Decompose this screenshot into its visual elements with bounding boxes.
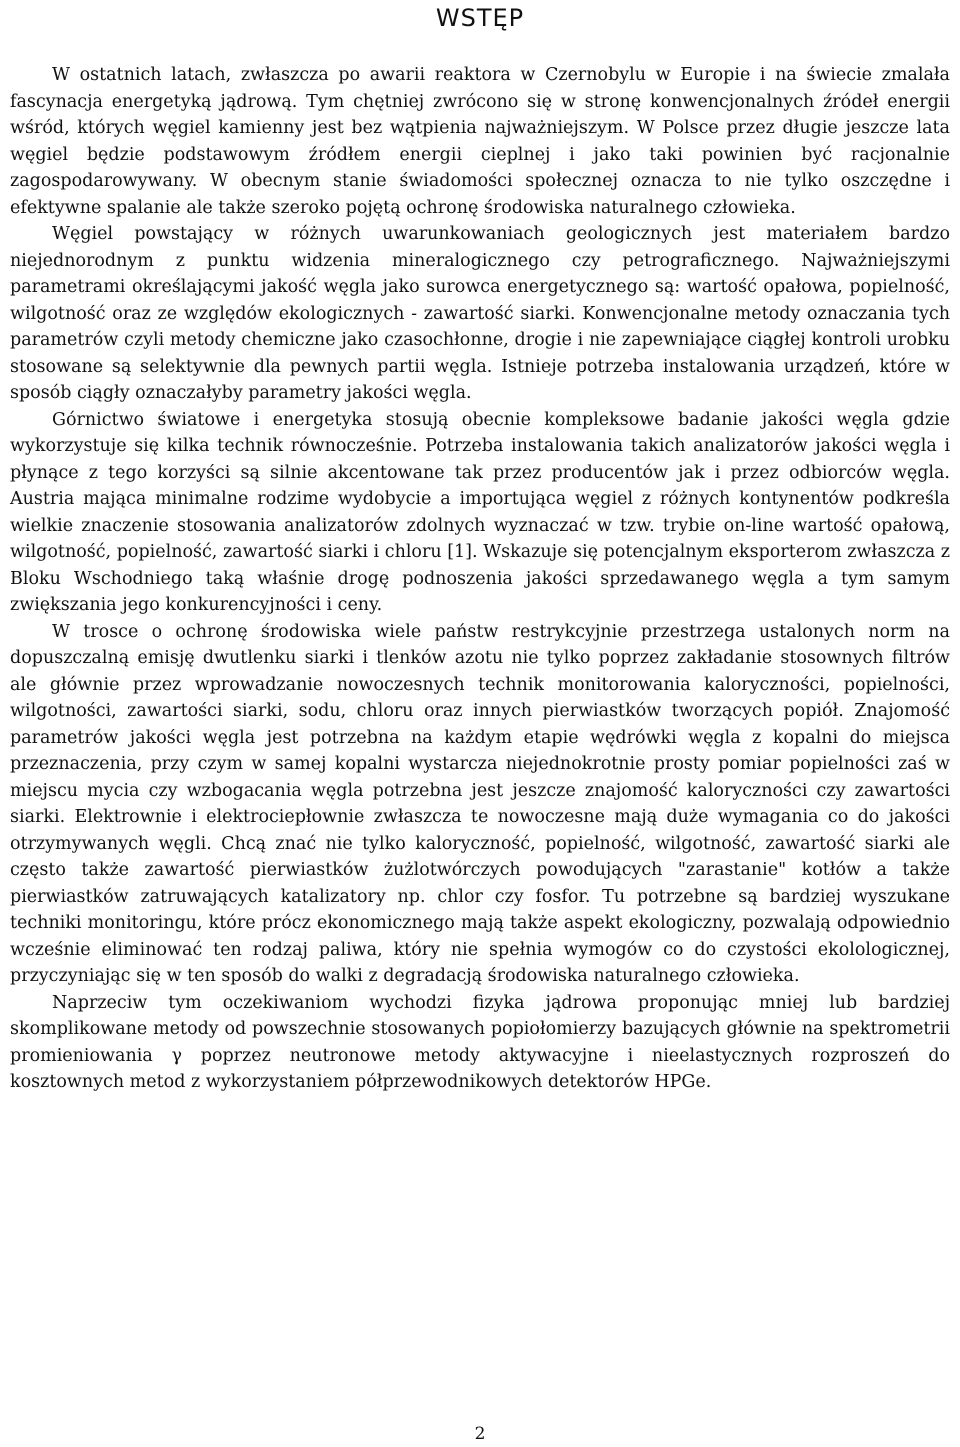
paragraph: Górnictwo światowe i energetyka stosują obecnie kompleksowe badanie jakości węgla gdzie wykorzystuje się kilka technik równocześnie. Potrzeba instalowania takich analizatorów jakości węgla i płynące z tego korzyści są silnie akcentowane tak przez producentów jak i przez odbiorców węgla. Austria mająca minimalne rodzime wydobycie a importująca węgiel z różnych kontynentów podkreśla wielkie znaczenie stosowania analizatorów zdolnych wyznaczać w tzw. trybie on-line wartość opałową, wilgotność, popielność, zawartość siarki i chloru [1]. Wskazuje się potencjalnym eksporterom zwłaszcza z Bloku Wschodniego taką właśnie drogę podnoszenia jakości sprzedawanego węgla a tym samym zwiększania jego konkurencyjności i ceny.: [10, 409, 950, 615]
document-page: [10, 0, 950, 1447]
paragraph: W trosce o ochronę środowiska wiele państw restrykcyjnie przestrzega ustalonych norm na dopuszczalną emisję dwutlenku siarki i tlenków azotu nie tylko poprzez zakładanie stosownych filtrów ale głównie przez wprowadzanie nowoczesnych technik monitorowania kaloryczności, popielności, wilgotności, zawartości siarki, sodu, chloru oraz innych pierwiastków tworzących popiół. Znajomość parametrów jakości węgla jest potrzebna na każdym etapie wędrówki węgla z kopalni do miejsca przeznaczenia, przy czym w samej kopalni wystarcza niejednokrotnie prosty pomiar popielności zaś w miejscu mycia czy wzbogacania węgla potrzebna jest jeszcze znajomość kaloryczności czy zawartości siarki. Elektrownie i elektrociepłownie zwłaszcza te nowoczesne mają duże wymagania co do jakości otrzymywanych węgli. Chcą znać nie tylko kaloryczność, popielność, wilgotność, zawartość siarki ale często także zawartość pierwiastków żużlotwórczych powodujących "zarastanie" kotłów a także pierwiastków zatruwających katalizatory np. chlor czy fosfor. Tu potrzebne są bardziej wyszukane techniki monitoringu, które prócz ekonomicznego mają także aspekt ekologiczny, pozwalają odpowiednio wcześnie eliminować ten rodzaj paliwa, który nie spełnia wymogów co do czystości ekolologicznej, przyczyniając się w ten sposób do walki z degradacją środowiska naturalnego człowieka.: [10, 621, 950, 986]
paragraph: Naprzeciw tym oczekiwaniom wychodzi fizyka jądrowa proponując mniej lub bardziej skomplikowane metody od powszechnie stosowanych popiołomierzy bazujących głównie na spektrometrii promieniowania γ poprzez neutronowe metody aktywacyjne i nieelastycznych rozproszeń do kosztownych metod z wykorzystaniem półprzewodnikowych detektorów HPGe.: [10, 992, 950, 1092]
body-text: [10, 62, 950, 1096]
section-title: WSTĘP: [435, 4, 525, 32]
paragraph: W ostatnich latach, zwłaszcza po awarii reaktora w Czernobylu w Europie i na świecie zmalała fascynacja energetyką jądrową. Tym chętniej zwrócono się w stronę konwencjonalnych źródeł energii wśród, których węgiel kamienny jest bez wątpienia najważniejszym. W Polsce przez długie jeszcze lata węgiel będzie podstawowym źródłem energii cieplnej i jako taki powinien być racjonalnie zagospodarowywany. W obecnym stanie świadomości społecznej oznacza to nie tylko oszczędne i efektywne spalanie ale także szeroko pojętą ochronę środowiska naturalnego człowieka.: [10, 65, 950, 218]
paragraph: Węgiel powstający w różnych uwarunkowaniach geologicznych jest materiałem bardzo niejednorodnym z punktu widzenia mineralogicznego czy petrograficznego. Najważniejszymi parametrami określającymi jakość węgla jako surowca energetycznego są: wartość opałowa, popielność, wilgotność oraz ze względów ekologicznych - zawartość siarki. Konwencjonalne metody oznaczania tych parametrów czyli metody chemiczne jako czasochłonne, drogie i nie zapewniające ciągłej kontroli urobku stosowane są selektywnie dla pewnych partii węgla. Istnieje potrzeba instalowania urządzeń, które w sposób ciągły oznaczałyby parametry jakości węgla.: [10, 224, 950, 403]
page-number: 2: [474, 1424, 486, 1444]
